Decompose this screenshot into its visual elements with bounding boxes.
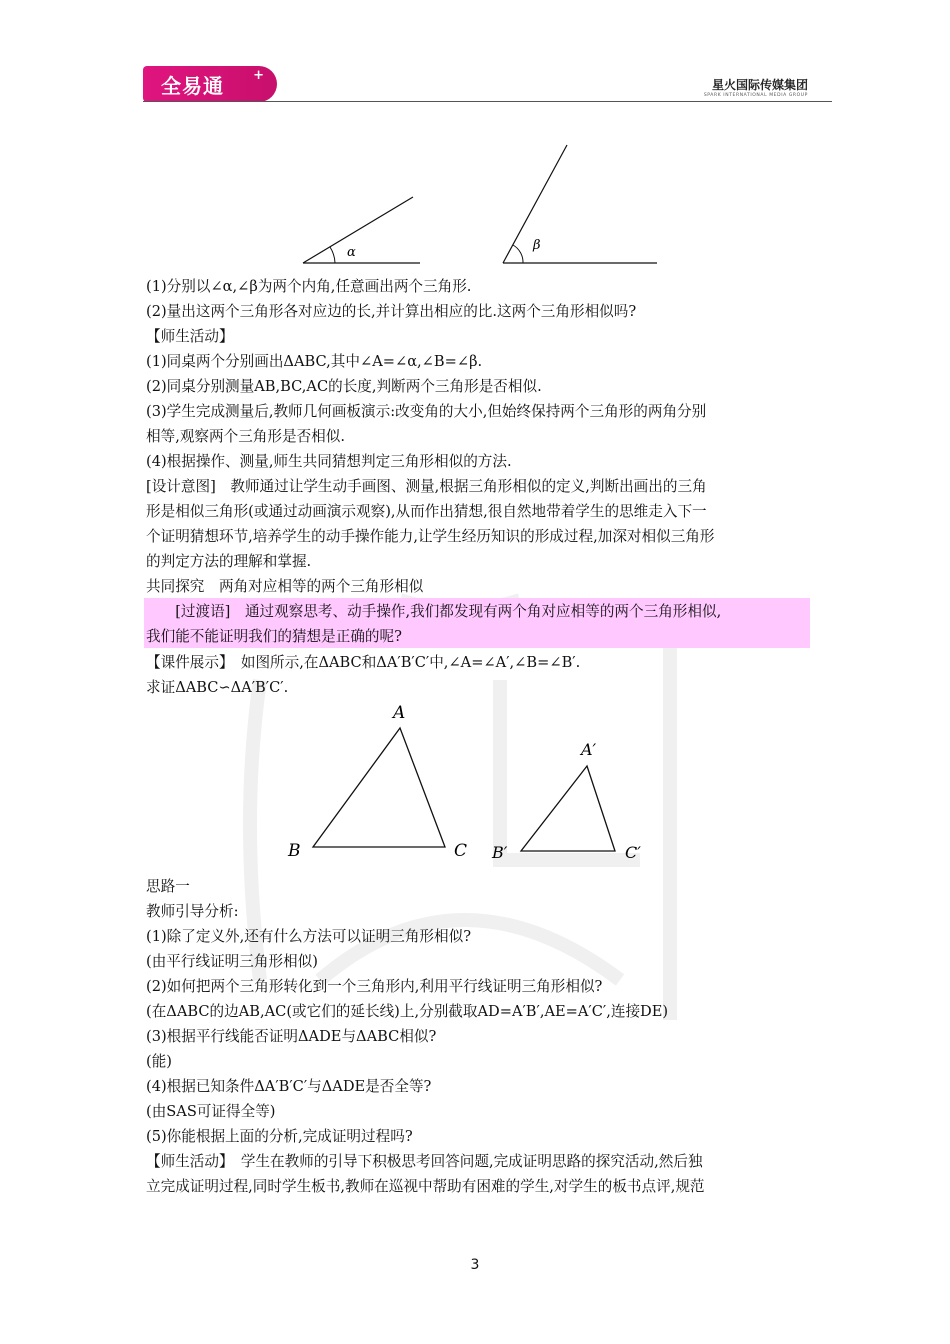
triangle-a2b2c2 bbox=[521, 766, 615, 851]
triangles-figure bbox=[280, 700, 660, 870]
text-line: [设计意图] 教师通过让学生动手画图、测量,根据三角形相似的定义,判断出画出的三角 bbox=[146, 478, 707, 495]
courseware-line: 求证ΔABC∽ΔA′B′C′. bbox=[146, 679, 289, 696]
text-line: 的判定方法的理解和掌握. bbox=[146, 553, 312, 570]
text-line: (能) bbox=[146, 1053, 172, 1070]
text-line: (1)除了定义外,还有什么方法可以证明三角形相似? bbox=[146, 928, 472, 945]
logo-star: + bbox=[253, 68, 265, 83]
text-line: (2)量出这两个三角形各对应边的长,并计算出相应的比.这两个三角形相似吗? bbox=[146, 303, 637, 320]
transition-line: [过渡语] 通过观察思考、动手操作,我们都发现有两个角对应相等的两个三角形相似, bbox=[146, 603, 722, 620]
publisher-brand bbox=[704, 76, 808, 98]
brand-logo bbox=[143, 66, 277, 102]
header-rule bbox=[143, 101, 832, 102]
text-line: (由SAS可证得全等) bbox=[146, 1103, 276, 1120]
alpha-arc bbox=[330, 247, 335, 263]
text-line: (2)同桌分别测量AB,BC,AC的长度,判断两个三角形是否相似. bbox=[146, 378, 542, 395]
alpha-ray-side bbox=[303, 197, 413, 263]
publisher-name: 星火国际传媒集团 bbox=[711, 78, 808, 92]
label-c-prime: C′ bbox=[625, 843, 641, 862]
text-line: (3)根据平行线能否证明ΔADE与ΔABC相似? bbox=[146, 1028, 437, 1045]
label-b-prime: B′ bbox=[492, 843, 508, 862]
beta-label: β bbox=[533, 238, 541, 253]
alpha-label: α bbox=[347, 245, 356, 260]
text-line: 【师生活动】 学生在教师的引导下积极思考回答问题,完成证明思路的探究活动,然后独 bbox=[146, 1153, 703, 1170]
text-line: 思路一 bbox=[146, 878, 190, 895]
page-number: 3 bbox=[470, 1257, 480, 1273]
triangle-abc bbox=[313, 728, 445, 847]
transition-line: 我们能不能证明我们的猜想是正确的呢? bbox=[146, 628, 402, 645]
angle-figure bbox=[295, 140, 665, 270]
label-b: B bbox=[288, 841, 301, 861]
text-line: (4)根据操作、测量,师生共同猜想判定三角形相似的方法. bbox=[146, 453, 512, 470]
section-heading: 【师生活动】 bbox=[146, 328, 234, 345]
text-line: (5)你能根据上面的分析,完成证明过程吗? bbox=[146, 1128, 413, 1145]
text-line: (在ΔABC的边AB,AC(或它们的延长线)上,分别截取AD=A′B′,AE=A′C′,连接DE) bbox=[146, 1003, 669, 1020]
publisher-name-en: SPARK INTERNATIONAL MEDIA GROUP bbox=[703, 93, 808, 98]
text-line: 形是相似三角形(或通过动画演示观察),从而作出猜想,很自然地带着学生的思维走入下一 bbox=[146, 503, 707, 520]
label-c: C bbox=[454, 841, 468, 861]
text-line: 个证明猜想环节,培养学生的动手操作能力,让学生经历知识的形成过程,加深对相似三角形 bbox=[146, 528, 715, 545]
text-line: 教师引导分析: bbox=[146, 903, 239, 920]
logo-text: 全易通 bbox=[161, 74, 224, 98]
section-heading: 共同探究 两角对应相等的两个三角形相似 bbox=[146, 578, 424, 595]
text-line: (4)根据已知条件ΔA′B′C′与ΔADE是否全等? bbox=[146, 1078, 432, 1095]
text-line: (2)如何把两个三角形转化到一个三角形内,利用平行线证明三角形相似? bbox=[146, 978, 603, 995]
text-line: 相等,观察两个三角形是否相似. bbox=[146, 428, 345, 445]
label-a-prime: A′ bbox=[581, 740, 597, 759]
label-a: A bbox=[393, 703, 406, 723]
text-line: (3)学生完成测量后,教师几何画板演示:改变角的大小,但始终保持两个三角形的两角分别 bbox=[146, 403, 707, 420]
text-line: (1)分别以∠α,∠β为两个内角,任意画出两个三角形. bbox=[146, 278, 472, 295]
beta-arc bbox=[513, 245, 523, 263]
text-line: 立完成证明过程,同时学生板书,教师在巡视中帮助有困难的学生,对学生的板书点评,规范 bbox=[146, 1178, 705, 1195]
text-line: (1)同桌两个分别画出ΔABC,其中∠A=∠α,∠B=∠β. bbox=[146, 353, 483, 370]
text-line: (由平行线证明三角形相似) bbox=[146, 953, 318, 970]
courseware-line: 【课件展示】 如图所示,在ΔABC和ΔA′B′C′中,∠A=∠A′,∠B=∠B′. bbox=[146, 654, 581, 671]
